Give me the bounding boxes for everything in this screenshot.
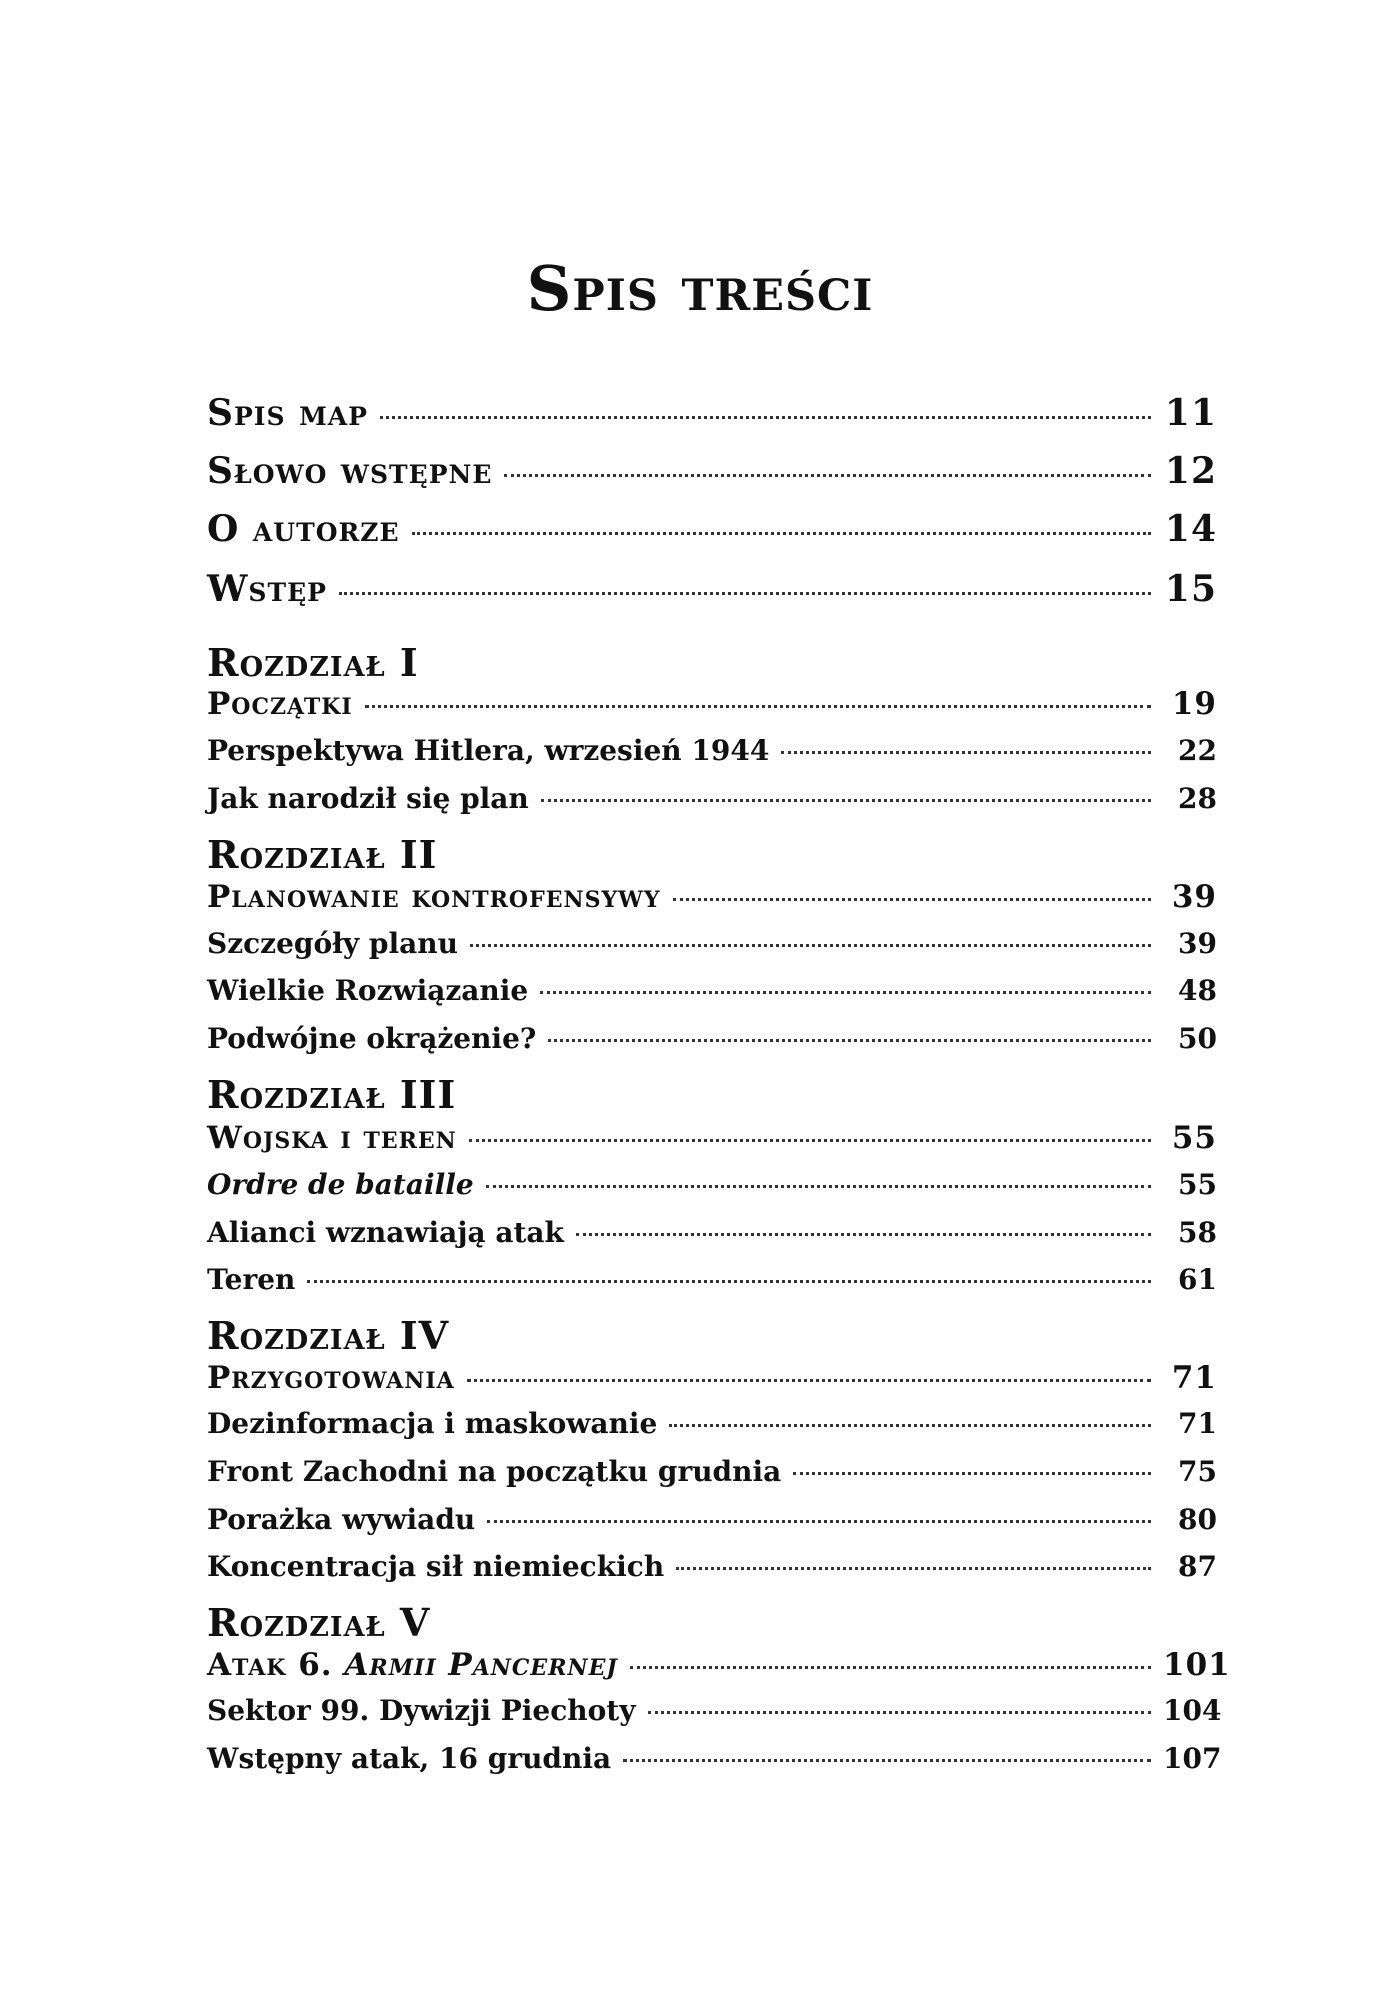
dot-leader (541, 799, 1151, 802)
entry-page: 19 (1171, 686, 1217, 722)
dot-leader (548, 1039, 1151, 1042)
entry-label: Wielkie Rozwiązanie (207, 974, 529, 1007)
entry-label: Początki (207, 686, 353, 722)
page-title: Spis treści (526, 252, 874, 325)
dot-leader (576, 1233, 1151, 1236)
dot-leader (673, 898, 1151, 901)
entry-label: Słowo wstępne (207, 450, 493, 492)
chapter-title-entry[interactable] (207, 1647, 1231, 1687)
title-prefix: Atak 6. (207, 1647, 345, 1683)
entry-label: Wstęp (207, 568, 327, 610)
chapter-title-entry[interactable] (207, 879, 1217, 919)
entry-page: 55 (1171, 1120, 1217, 1156)
entry-page: 101 (1163, 1647, 1231, 1683)
entry-label: Podwójne okrążenie? (207, 1022, 537, 1055)
section-entry[interactable] (207, 1503, 1217, 1543)
entry-page: 11 (1164, 392, 1217, 434)
section-entry[interactable] (207, 1742, 1222, 1782)
entry-page: 107 (1163, 1742, 1222, 1775)
chapter-title-entry[interactable] (207, 686, 1217, 726)
entry-page: 50 (1178, 1022, 1217, 1055)
chapter-title-entry[interactable] (207, 1360, 1217, 1400)
entry-label: Spis map (207, 392, 368, 434)
entry-label: Koncentracja sił niemieckich (207, 1550, 665, 1583)
entry-label: O autorze (207, 508, 400, 550)
entry-label: Planowanie kontrofensywy (207, 879, 661, 915)
entry-page: 22 (1178, 734, 1217, 767)
toc-entry-spis-map[interactable] (207, 392, 1217, 432)
section-entry[interactable] (207, 974, 1217, 1014)
dot-leader (380, 416, 1151, 419)
entry-label: Alianci wznawiają atak (207, 1216, 564, 1249)
chapter-heading: Rozdział V (207, 1600, 431, 1645)
entry-page: 104 (1163, 1694, 1222, 1727)
entry-label: Wojska i teren (207, 1120, 457, 1156)
dot-leader (467, 1379, 1151, 1382)
entry-page: 80 (1178, 1503, 1217, 1536)
toc-entry-slowo-wstepne[interactable] (207, 450, 1217, 490)
section-entry[interactable] (207, 734, 1217, 774)
entry-label: Teren (207, 1263, 296, 1296)
toc-entry-o-autorze[interactable] (207, 508, 1217, 548)
section-entry[interactable] (207, 1022, 1217, 1062)
title-italic: Armii Pancernej (344, 1647, 618, 1683)
entry-label (207, 1647, 618, 1683)
dot-leader (781, 751, 1151, 754)
entry-page: 75 (1178, 1455, 1217, 1488)
section-entry[interactable] (207, 1407, 1217, 1447)
entry-label: Front Zachodni na początku grudnia (207, 1455, 782, 1488)
dot-leader (630, 1666, 1151, 1669)
entry-page: 39 (1178, 927, 1217, 960)
section-entry[interactable] (207, 1263, 1217, 1303)
entry-label: Jak narodził się plan (207, 782, 529, 815)
dot-leader (623, 1759, 1151, 1762)
chapter-heading: Rozdział IV (207, 1313, 450, 1358)
entry-page: 71 (1171, 1360, 1217, 1396)
section-entry[interactable] (207, 1550, 1217, 1590)
dot-leader (365, 705, 1151, 708)
entry-label: Porażka wywiadu (207, 1503, 476, 1536)
entry-label: Sektor 99. Dywizji Piechoty (207, 1694, 636, 1727)
entry-page: 55 (1178, 1168, 1217, 1201)
dot-leader (412, 532, 1151, 535)
entry-page: 28 (1178, 782, 1217, 815)
section-entry[interactable] (207, 782, 1217, 822)
dot-leader (469, 1139, 1151, 1142)
section-entry[interactable] (207, 1216, 1217, 1256)
entry-page: 71 (1178, 1407, 1217, 1440)
entry-page: 15 (1164, 568, 1217, 610)
entry-label: Szczegóły planu (207, 927, 459, 960)
entry-label: Przygotowania (207, 1360, 455, 1396)
entry-page: 48 (1178, 974, 1217, 1007)
entry-label: Perspektywa Hitlera, wrzesień 1944 (207, 734, 770, 767)
dot-leader (307, 1280, 1151, 1283)
dot-leader (339, 592, 1151, 595)
entry-page: 12 (1164, 450, 1217, 492)
dot-leader (504, 474, 1151, 477)
dot-leader (540, 991, 1151, 994)
dot-leader (470, 944, 1151, 947)
chapter-heading: Rozdział III (207, 1072, 457, 1117)
dot-leader (669, 1424, 1151, 1427)
chapter-heading: Rozdział I (207, 640, 419, 685)
entry-page: 14 (1164, 508, 1217, 550)
entry-label: Dezinformacja i maskowanie (207, 1407, 658, 1440)
dot-leader (648, 1711, 1151, 1714)
toc-entry-wstep[interactable] (207, 568, 1217, 608)
chapter-title-entry[interactable] (207, 1120, 1217, 1160)
chapter-heading: Rozdział II (207, 832, 438, 877)
entry-page: 58 (1178, 1216, 1217, 1249)
section-entry[interactable] (207, 1168, 1217, 1208)
entry-label: Wstępny atak, 16 grudnia (207, 1742, 612, 1775)
dot-leader (676, 1567, 1151, 1570)
entry-label: Ordre de bataille (207, 1168, 474, 1201)
entry-page: 61 (1178, 1263, 1217, 1296)
section-entry[interactable] (207, 927, 1217, 967)
entry-page: 39 (1171, 879, 1217, 915)
dot-leader (487, 1520, 1151, 1523)
section-entry[interactable] (207, 1694, 1222, 1734)
section-entry[interactable] (207, 1455, 1217, 1495)
entry-page: 87 (1178, 1550, 1217, 1583)
dot-leader (486, 1185, 1151, 1188)
dot-leader (793, 1472, 1151, 1475)
